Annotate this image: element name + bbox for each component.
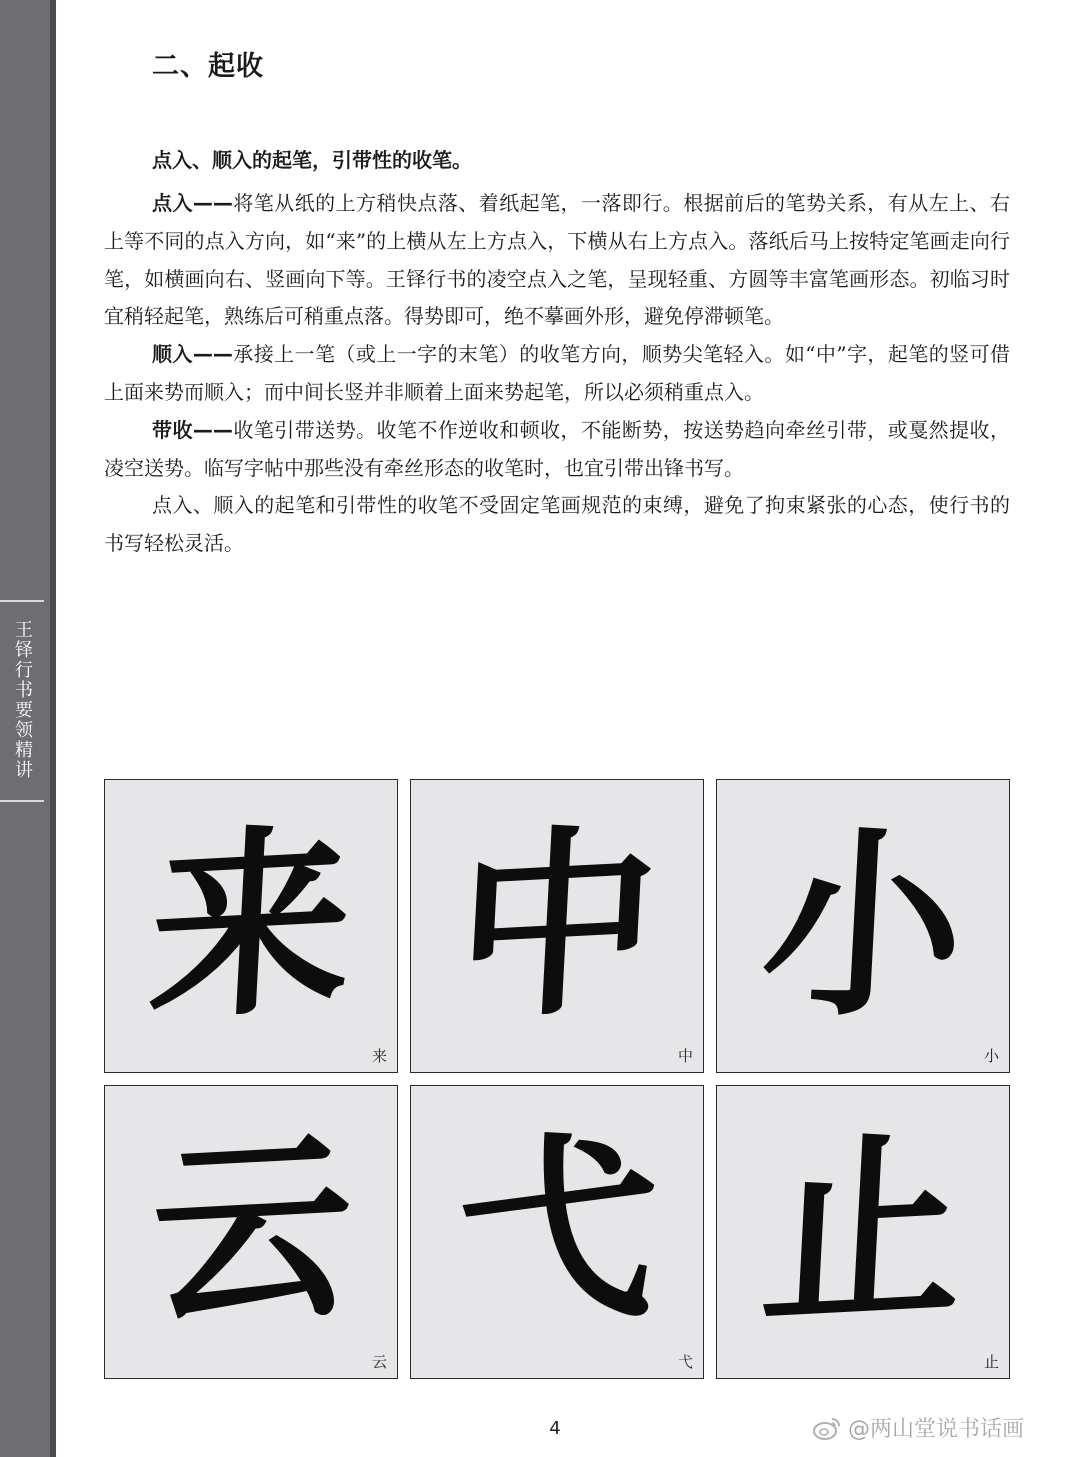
example-caption: 弋 bbox=[677, 1353, 693, 1371]
sidebar-divider-top bbox=[0, 600, 44, 602]
example-caption: 中 bbox=[677, 1047, 693, 1065]
paragraph-text: 收笔引带送势。收笔不作逆收和顿收，不能断势，按送势趋向牵丝引带，或戛然提收，凌空送势。临写字帖中那些没有牵丝形态的收笔时，也宜引带出锋书写。 bbox=[104, 417, 1011, 480]
example-caption: 小 bbox=[983, 1047, 999, 1065]
page-number: 4 bbox=[549, 1418, 561, 1439]
paragraph-label: 带收—— bbox=[152, 417, 233, 442]
watermark-text: @两山堂说书话画 bbox=[848, 1417, 1025, 1442]
section-intro: 点入、顺入的起笔，引带性的收笔。 bbox=[152, 148, 472, 172]
paragraph-daishou bbox=[104, 412, 1010, 488]
paragraph-text: 承接上一笔（或上一字的末笔）的收笔方向，顺势尖笔轻入。如“中”字，起笔的竖可借上面来势而顺入；而中间长竖并非顺着上面来势起笔，所以必须稍重点入。 bbox=[104, 342, 1010, 404]
example-caption: 来 bbox=[371, 1047, 387, 1065]
example-tile-lai bbox=[104, 779, 398, 1073]
example-tile-zhi bbox=[716, 1085, 1010, 1379]
calligraphy-character: 中 bbox=[450, 802, 664, 1049]
calligraphy-character: 止 bbox=[756, 1108, 970, 1355]
example-tile-yun bbox=[104, 1085, 398, 1379]
calligraphy-examples-grid bbox=[104, 779, 1010, 1379]
calligraphy-character: 小 bbox=[756, 802, 970, 1049]
calligraphy-character: 弋 bbox=[450, 1108, 664, 1355]
calligraphy-character: 来 bbox=[144, 802, 358, 1049]
body-text bbox=[104, 185, 1010, 563]
book-title-vertical: 王铎行书要领精讲 bbox=[12, 620, 33, 780]
book-sidebar bbox=[0, 0, 56, 1457]
paragraph-label: 顺入—— bbox=[152, 342, 233, 367]
paragraph-shunru bbox=[104, 336, 1010, 412]
paragraph-text: 点入、顺入的起笔和引带性的收笔不受固定笔画规范的束缚，避免了拘束紧张的心态，使行书的书写轻松灵活。 bbox=[104, 493, 1010, 556]
paragraph-label: 点入—— bbox=[152, 191, 233, 215]
paragraph-text: 将笔从纸的上方稍快点落、着纸起笔，一落即行。根据前后的笔势关系，有从左上、右上等不同的点入方向，如“来”的上横从左上方点入，下横从右上方点入。落纸后马上按特定笔画走向行笔，如横画向右、竖画向下等。王铎行书的凌空点入之笔，呈现轻重、方圆等丰富笔画形态。初临习时宜稍轻起笔，熟练后可稍重点落。得势即可，绝不摹画外形，避免停滞顿笔。 bbox=[104, 191, 1011, 329]
watermark bbox=[812, 1412, 1024, 1443]
paragraph-summary bbox=[104, 487, 1010, 563]
sidebar-edge bbox=[50, 0, 56, 1457]
example-tile-yi bbox=[410, 1085, 704, 1379]
example-tile-xiao bbox=[716, 779, 1010, 1073]
example-caption: 止 bbox=[983, 1353, 999, 1371]
section-title: 二、起收 bbox=[152, 51, 264, 82]
example-tile-zhong bbox=[410, 779, 704, 1073]
sidebar-divider-bottom bbox=[0, 800, 44, 802]
example-caption: 云 bbox=[371, 1353, 387, 1371]
paragraph-dianru bbox=[104, 185, 1010, 336]
weibo-icon bbox=[812, 1415, 842, 1441]
calligraphy-character: 云 bbox=[144, 1108, 358, 1355]
